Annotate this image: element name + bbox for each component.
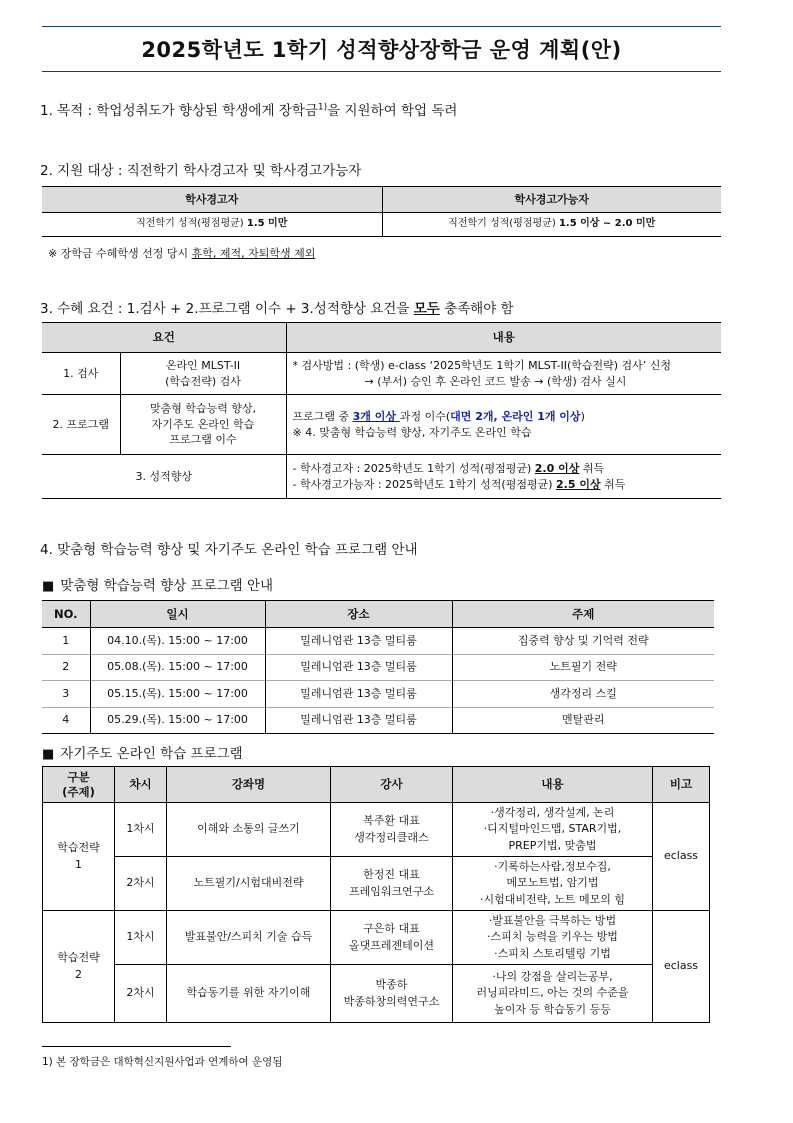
req-row1-content: * 검사방법 : (학생) e-class ‘2025학년도 1학기 MLST-II(학습전략) 검사’ 신청 → (부서) 승인 후 온라인 코드 발송 → (학생) 검사 실시 (286, 353, 721, 395)
table-row: 4 05.29.(목). 15:00 ~ 17:00 밀레니엄관 13층 멀티룸 멘탈관리 (42, 707, 714, 734)
target-heading: 2. 지원 대상 : 직전학기 학사경고자 및 학사경고가능자 (40, 163, 362, 179)
target-cell-warning: 직전학기 성적(평점평균) 1.5 미만 (136, 218, 288, 230)
table-row: 3 05.15.(목). 15:00 ~ 17:00 밀레니엄관 13층 멀티룸 생각정리 스킬 (42, 681, 714, 708)
table-row: 학습전략 2 1차시 발표불안/스피치 기술 습득 구은하 대표 올댓프레젠테이션 ·발표불안을 극복하는 방법 ·스피치 능력을 키우는 방법 ·스피치 스토리텔링 기법 eclass (43, 911, 710, 965)
req-row3-label: 3. 성적향상 (42, 455, 286, 499)
t4-note-2: eclass (653, 911, 710, 1023)
footnote-divider (42, 1046, 231, 1047)
t4-note-1: eclass (653, 803, 710, 911)
program-sub1: ■ 맞춤형 학습능력 향상 프로그램 안내 (42, 578, 274, 594)
footnote: 1) 본 장학금은 대학혁신지원사업과 연계하여 운영됨 (42, 1056, 283, 1068)
square-bullet-icon: ■ (42, 579, 55, 594)
table-row: 2차시 노트필기/시험대비전략 한정진 대표 프레임워크연구소 ·기록하는사람,정보수집, 메모노트법, 암기법 ·시험대비전략, 노트 메모의 힘 (43, 857, 710, 911)
t4-col-session: 차시 (115, 767, 167, 803)
table-row: 2차시 학습동기를 위한 자기이해 박종하 박종하창의력연구소 ·나의 강점을 살리는공부, 러닝피라미드, 아는 것의 수준을 높이자 등 학습동기 등등 (43, 965, 710, 1023)
target-note: ※ 장학금 수혜학생 선정 당시 휴학, 제적, 자퇴학생 제외 (48, 247, 316, 260)
t4-col-note: 비고 (653, 767, 710, 803)
square-bullet-icon: ■ (42, 747, 55, 762)
req-row2-label: 2. 프로그램 (42, 395, 120, 455)
table-row: 학습전략 1 1차시 이해와 소통의 글쓰기 복주환 대표 생각정리클래스 ·생각정리, 생각설계, 논리 ·디지털마인드맵, STAR기법, PREP기법, 맞춤법 eclass (43, 803, 710, 857)
t4-col-instructor: 강사 (331, 767, 453, 803)
req-col-content: 내용 (286, 323, 721, 353)
online-program-table (42, 766, 710, 1023)
table-row: 2 05.08.(목). 15:00 ~ 17:00 밀레니엄관 13층 멀티룸 노트필기 전략 (42, 654, 714, 681)
t3-col-no: NO. (42, 601, 90, 628)
t3-col-place: 장소 (265, 601, 452, 628)
req-row1-label: 1. 검사 (42, 353, 120, 395)
t3-col-topic: 주제 (452, 601, 714, 628)
t3-col-date: 일시 (90, 601, 265, 628)
program-sub2: ■ 자기주도 온라인 학습 프로그램 (42, 746, 243, 762)
purpose-text-tail: 을 지원하여 학업 독려 (327, 103, 458, 119)
t4-col-course: 강좌명 (167, 767, 331, 803)
footnote-ref: 1) (317, 102, 328, 113)
table-row: 1 04.10.(목). 15:00 ~ 17:00 밀레니엄관 13층 멀티룸 집중력 향상 및 기억력 전략 (42, 628, 714, 655)
requirements-heading: 3. 수혜 요건 : 1.검사 + 2.프로그램 이수 + 3.성적향상 요건을 모두 충족해야 함 (40, 301, 514, 317)
t4-group-1: 학습전략 1 (43, 803, 115, 911)
program-heading: 4. 맞춤형 학습능력 향상 및 자기주도 온라인 학습 프로그램 안내 (40, 542, 418, 558)
purpose-text: 1. 목적 : 학업성취도가 향상된 학생에게 장학금 (40, 103, 318, 119)
target-col-possible: 학사경고가능자 (382, 187, 721, 213)
t4-group-2: 학습전략 2 (43, 911, 115, 1023)
page-title: 2025학년도 1학기 성적향상장학금 운영 계획(안) (141, 38, 622, 62)
req-row2-content: 프로그램 중 3개 이상 과정 이수(대면 2개, 온라인 1개 이상) ※ 4. 맞춤형 학습능력 향상, 자기주도 온라인 학습 (286, 395, 721, 455)
req-col-condition: 요건 (42, 323, 286, 353)
target-table (42, 186, 721, 237)
offline-program-table (42, 600, 714, 734)
requirements-table (42, 322, 721, 499)
target-cell-possible: 직전학기 성적(평점평균) 1.5 이상 ~ 2.0 미만 (382, 213, 721, 237)
title-box (42, 26, 721, 72)
t4-col-content: 내용 (453, 767, 653, 803)
req-row1-sub: 온라인 MLST-II (학습전략) 검사 (120, 353, 286, 395)
target-col-warning: 학사경고자 (42, 187, 382, 213)
t4-col-category: 구분 (주제) (43, 767, 115, 803)
req-row3-content: - 학사경고자 : 2025학년도 1학기 성적(평점평균) 2.0 이상 취득 - 학사경고가능자 : 2025학년도 1학기 성적(평점평균) 2.5 이상 취득 (286, 455, 721, 499)
purpose-line (40, 99, 457, 119)
req-row2-sub: 맞춤형 학습능력 향상, 자기주도 온라인 학습 프로그램 이수 (120, 395, 286, 455)
